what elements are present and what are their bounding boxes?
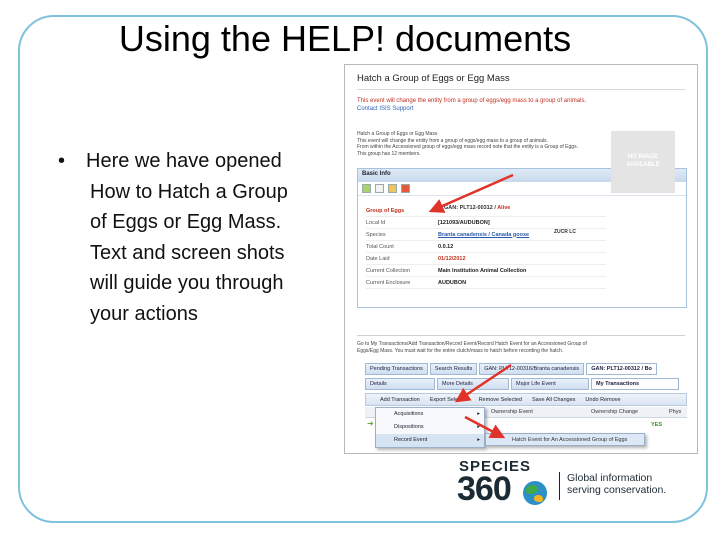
logo-divider <box>559 472 560 500</box>
chevron-right-icon: ▸ <box>477 411 480 417</box>
field-label: Current Enclosure <box>366 279 411 286</box>
tab-gan-record[interactable]: GAN: PLT12-00316/Branta canadensis <box>479 363 584 375</box>
arrow-to-add-transaction <box>457 365 511 401</box>
field-value: 0.0.12 <box>438 243 454 250</box>
add-transaction-button[interactable]: Add Transaction <box>380 396 420 403</box>
menu-item-dispositions[interactable]: Dispositions ▸ <box>394 424 480 430</box>
menu-item-acquisitions[interactable]: Acquisitions ▸ <box>394 411 480 417</box>
arrow-to-hatch-event <box>465 417 503 437</box>
logo-tagline: Global information serving conservation. <box>567 472 667 496</box>
bullet-line: • Here we have opened <box>58 146 348 177</box>
bullet-line: will guide you through <box>90 272 284 294</box>
field-label: Species <box>366 231 386 238</box>
field-label: Group of Eggs <box>366 207 405 214</box>
bullet-line: Text and screen shots <box>90 241 285 264</box>
species-link[interactable]: Branta canadensis / Canada goose <box>438 231 530 238</box>
tab-more-details[interactable]: More Details <box>437 378 509 390</box>
field-value: [121093/AUDUBON] <box>438 219 490 226</box>
field-label: Local Id <box>366 219 386 226</box>
bullet-list <box>58 146 348 329</box>
undo-remove-button[interactable]: Undo Remove <box>585 396 621 403</box>
gan-value: GAN: PLT12-00312 / Alive <box>444 205 511 211</box>
bullet-line: of Eggs or Egg Mass. <box>90 211 282 233</box>
help-doc-description: Hatch a Group of Eggs or Egg Mass This event will change the entity from a group of eggs/egg mass to a group of animals. From within the Accessioned group of eggs/egg mass record note that the entity is a Group of Eggs. This group has 12 members. <box>357 131 578 157</box>
globe-icon <box>523 481 547 505</box>
slide-title-text: Using the HELP! documents <box>109 18 581 59</box>
green-arrow-icon: ➜ <box>367 419 374 428</box>
column-header[interactable]: Ownership Change <box>591 409 639 415</box>
help-doc-intro: This event will change the entity from a group of eggs/egg mass to a group of animals. Contact ISIS Support <box>357 97 677 113</box>
tab-search-results[interactable]: Search Results <box>430 363 477 375</box>
species360-logo <box>455 454 695 508</box>
annotation-arrows <box>345 65 698 454</box>
field-value: Main Institution Animal Collection <box>438 267 527 274</box>
tab-my-transactions[interactable]: My Transactions <box>591 378 679 390</box>
menu-item-record-event[interactable]: Record Event ▸ <box>376 434 484 447</box>
chevron-right-icon: ▸ <box>477 424 480 430</box>
tab-major-life-event[interactable]: Major Life Event <box>511 378 589 390</box>
field-label: Date Laid <box>366 255 390 262</box>
contact-support-link[interactable]: Contact ISIS Support <box>357 106 414 112</box>
no-image-placeholder: NO IMAGE AVAILABLE <box>611 131 675 193</box>
column-header[interactable]: Phys <box>669 409 682 415</box>
help-doc-title: Hatch a Group of Eggs or Egg Mass <box>357 73 510 84</box>
basic-info-header: Basic Info <box>358 169 686 182</box>
arrow-to-group-of-eggs <box>431 175 513 211</box>
zucr-label: ZUCR LC <box>554 229 576 235</box>
submenu-hatch-event[interactable]: Hatch Event for An Accessioned Group of Eggs <box>485 433 645 446</box>
field-label: Current Collection <box>366 267 411 274</box>
chevron-right-icon: ▸ <box>477 437 480 443</box>
yes-value: YES <box>651 422 663 428</box>
help-doc-description-2: Go to My Transactions/Add Transaction/Record Event/Record Hatch Event for an Accessioned Group of Eggs/Egg Mass. You must wait for the entire clutch/mass to hatch before recording the hatch. <box>357 341 587 354</box>
logo-species-text: SPECIES <box>459 458 532 475</box>
status-alive: Alive <box>497 205 511 211</box>
bullet-line: your actions <box>90 302 198 325</box>
field-label: Total Count <box>366 243 394 250</box>
logo-360-text: 360 <box>457 470 511 508</box>
export-selected-button[interactable]: Export Selected <box>429 396 469 403</box>
field-value: AUDUBON <box>438 279 467 286</box>
column-header[interactable]: Ownership Event <box>491 409 533 415</box>
field-value: 01/12/2012 <box>438 255 466 262</box>
slide-title <box>0 18 690 60</box>
tab-details[interactable]: Details <box>365 378 435 390</box>
remove-selected-button[interactable]: Remove Selected <box>478 396 522 403</box>
bullet-line: How to Hatch a Group <box>90 180 288 203</box>
save-all-button[interactable]: Save All Changes <box>532 396 576 403</box>
help-document-screenshot <box>344 64 698 454</box>
bullet-dot-icon: • <box>58 150 66 172</box>
tab-pending-transactions[interactable]: Pending Transactions <box>365 363 428 375</box>
tab-gan-record-active[interactable]: GAN: PLT12-00312 / Bo <box>586 363 657 375</box>
